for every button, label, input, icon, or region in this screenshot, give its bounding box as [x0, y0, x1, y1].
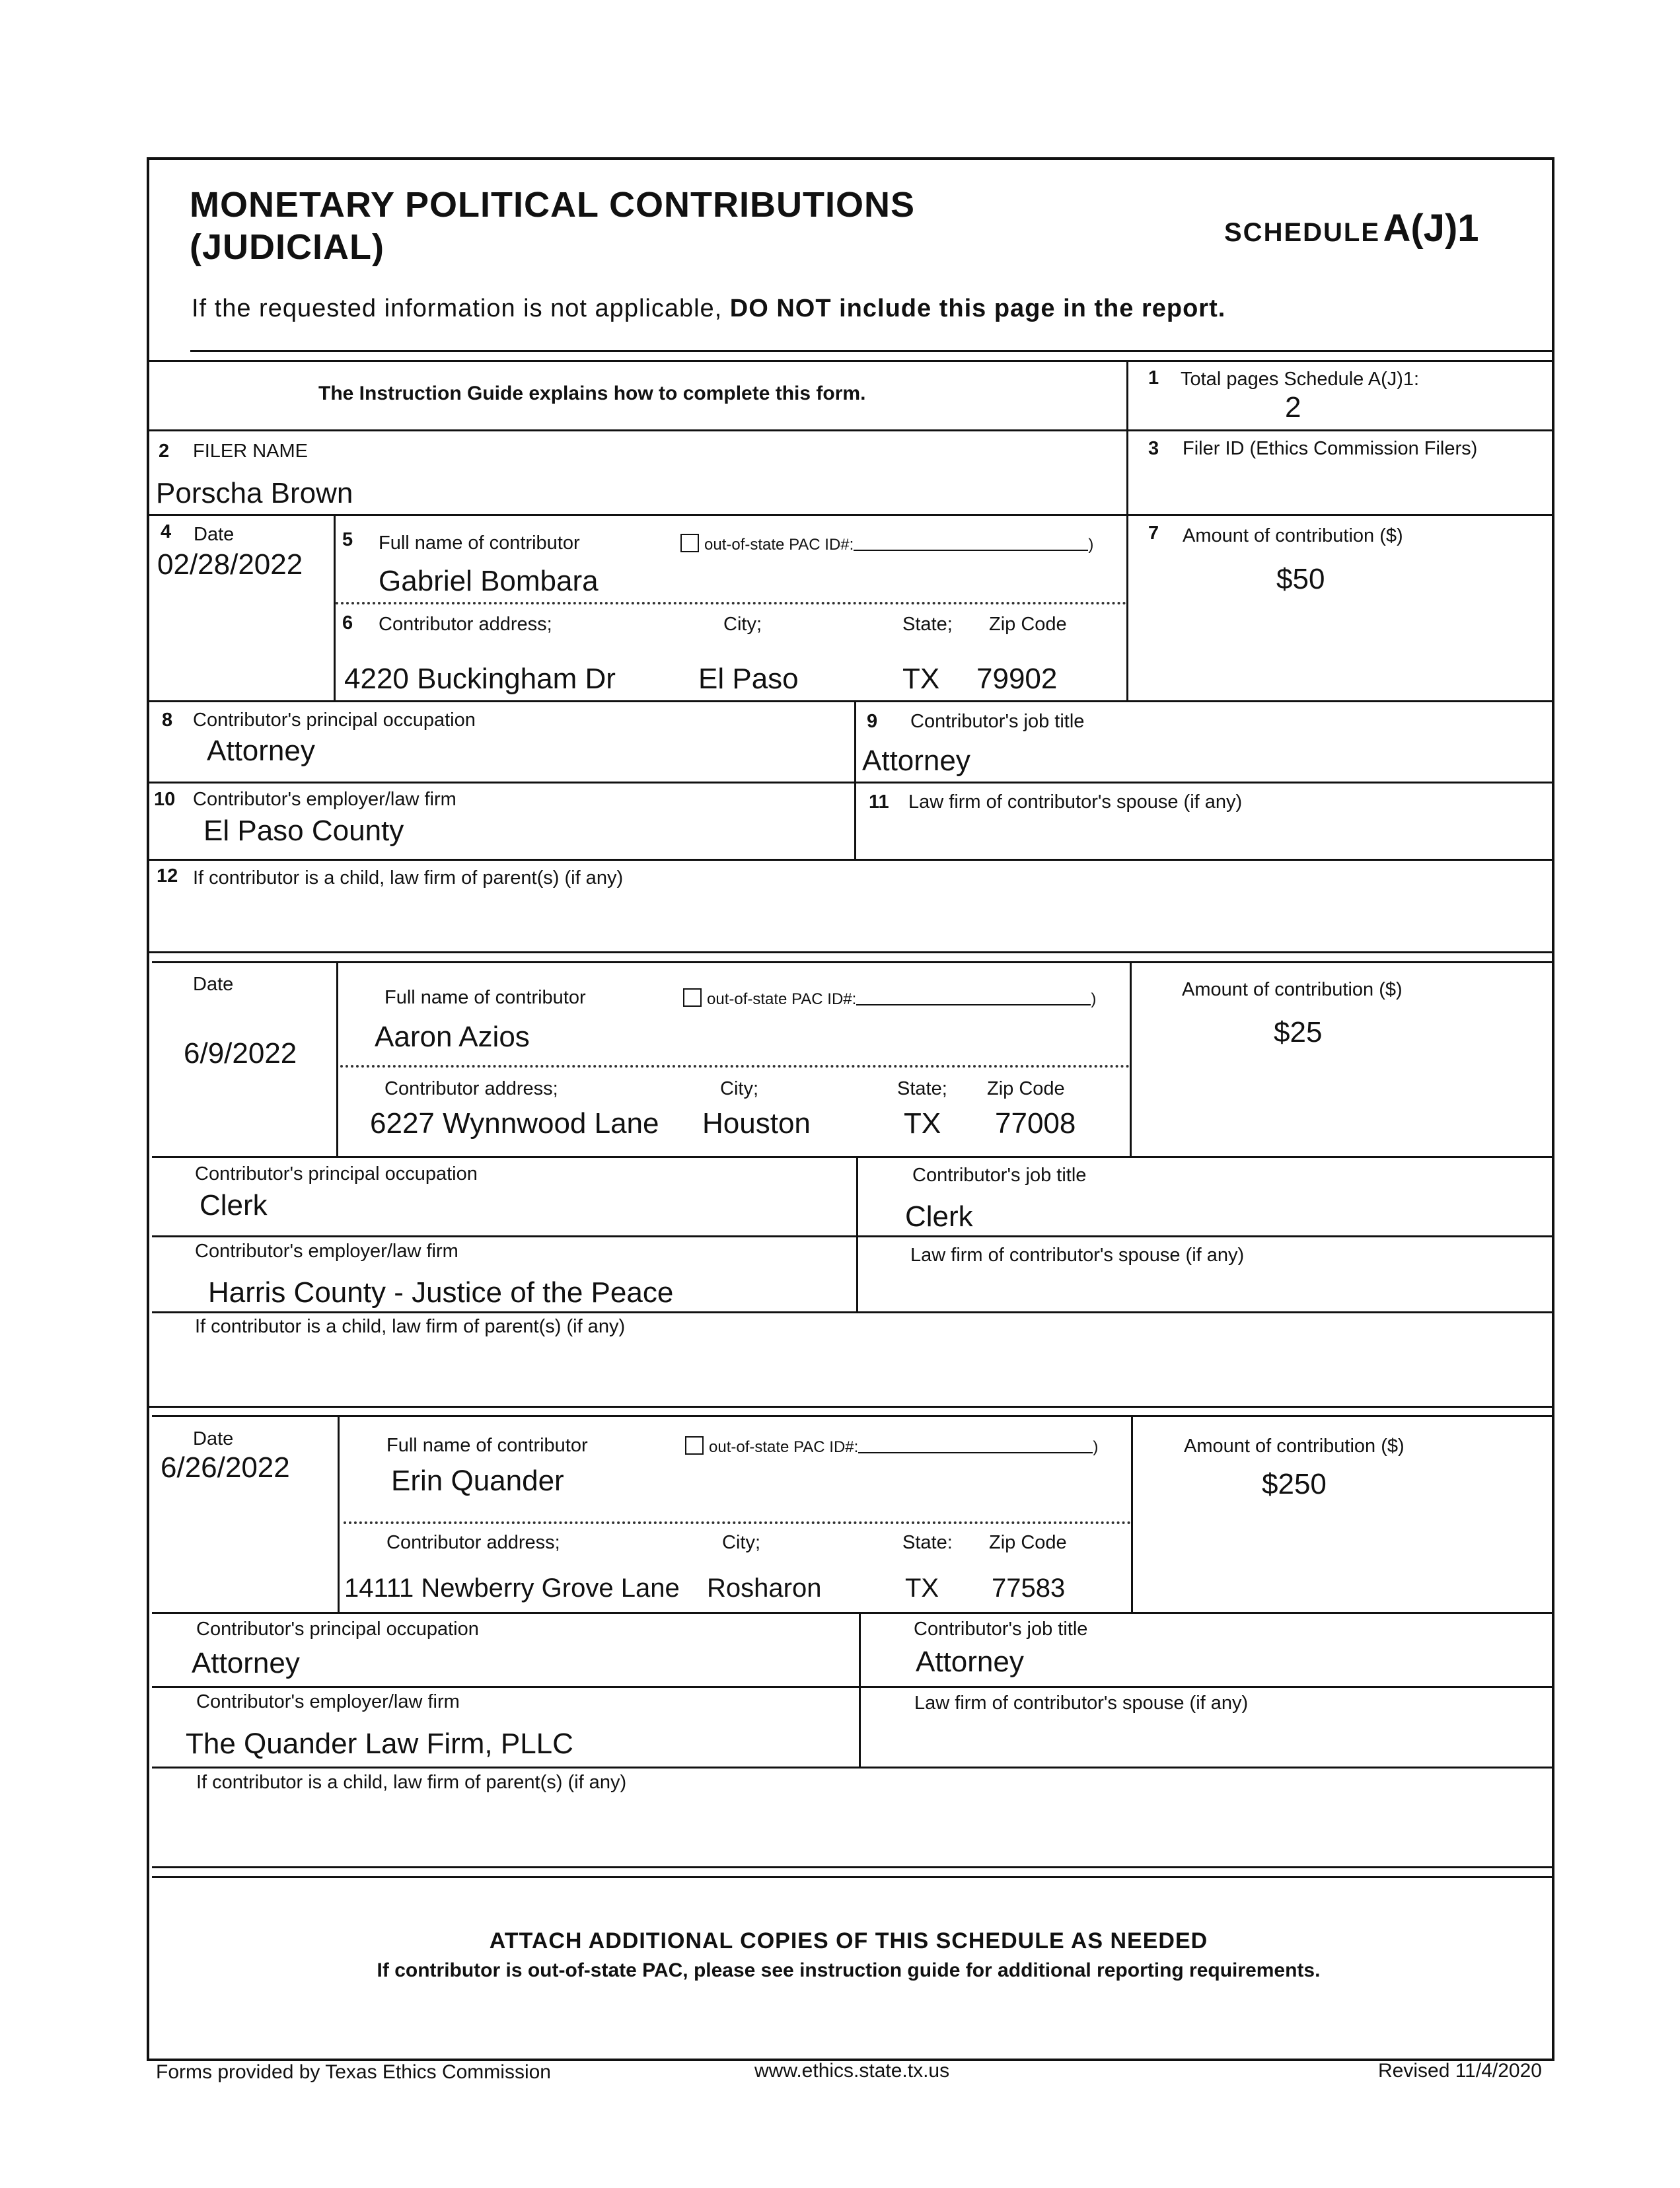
out-of-state-pac-checkbox[interactable] [685, 1436, 704, 1455]
divider [147, 360, 1554, 362]
date-label: Date [194, 524, 235, 545]
zip-label: Zip Code [987, 1078, 1065, 1099]
employer-label: Contributor's employer/law firm [193, 789, 457, 810]
out-of-state-pac-checkbox[interactable] [680, 534, 699, 552]
divider [147, 951, 1554, 953]
contributor-address: 4220 Buckingham Dr [344, 663, 616, 695]
contribution-amount: $25 [1274, 1016, 1323, 1048]
contribution-date: 02/28/2022 [157, 548, 303, 581]
contributor-zip: 79902 [976, 663, 1058, 695]
child-firm-label: If contributor is a child, law firm of parent(s) (if any) [193, 867, 624, 889]
contribution-date: 6/9/2022 [184, 1037, 297, 1070]
divider [190, 350, 1554, 352]
field-number: 2 [159, 441, 170, 462]
divider [152, 961, 1554, 963]
schedule-label: SCHEDULE [1224, 218, 1381, 247]
divider [152, 1156, 1554, 1158]
contribution-amount: $50 [1276, 563, 1325, 595]
instruction-text [192, 295, 1225, 323]
occupation-label: Contributor's principal occupation [193, 710, 476, 731]
divider [152, 1612, 1554, 1614]
divider [856, 1156, 858, 1311]
divider [152, 1235, 1554, 1237]
address-label: Contributor address; [379, 614, 552, 635]
contributor-zip: 77583 [992, 1574, 1066, 1603]
pac-close: ) [1088, 536, 1094, 554]
date-label: Date [193, 1428, 234, 1449]
amount-label: Amount of contribution ($) [1183, 525, 1403, 546]
contributor-job-title: Clerk [905, 1200, 973, 1233]
divider [1130, 961, 1132, 1156]
job-title-label: Contributor's job title [912, 1165, 1087, 1186]
divider [147, 429, 1554, 431]
schedule-code: A(J)1 [1383, 207, 1479, 250]
pac-id-field[interactable] [856, 990, 1091, 1005]
attach-heading: ATTACH ADDITIONAL COPIES OF THIS SCHEDULE AS NEEDED [489, 1928, 1208, 1953]
attach-note: If contributor is out-of-state PAC, please see instruction guide for additional reporting requirements. [377, 1959, 1321, 1981]
contribution-date: 6/26/2022 [161, 1451, 290, 1484]
field-number: 10 [154, 789, 176, 810]
divider [147, 1406, 1554, 1408]
divider [152, 1866, 1554, 1868]
field-number: 6 [342, 612, 353, 634]
field-number: 11 [869, 791, 889, 813]
contributor-name: Gabriel Bombara [379, 565, 599, 597]
pac-id-field[interactable] [854, 535, 1088, 551]
pac-label: out-of-state PAC ID#: [709, 1438, 859, 1456]
divider [147, 782, 1554, 784]
contributor-name: Aaron Azios [375, 1021, 530, 1053]
contributor-employer: Harris County - Justice of the Peace [208, 1276, 674, 1309]
total-pages-label: Total pages Schedule A(J)1: [1181, 369, 1420, 390]
state-label: State; [897, 1078, 947, 1099]
contributor-state: TX [904, 1107, 941, 1140]
job-title-label: Contributor's job title [914, 1619, 1088, 1640]
city-label: City; [720, 1078, 758, 1099]
field-number: 9 [867, 711, 878, 732]
contributor-zip: 77008 [995, 1107, 1076, 1140]
amount-label: Amount of contribution ($) [1184, 1436, 1405, 1457]
pac-id-field[interactable] [858, 1438, 1093, 1453]
full-name-label: Full name of contributor [379, 532, 580, 554]
divider [1131, 1415, 1133, 1612]
contributor-city: El Paso [698, 663, 799, 695]
spouse-firm-label: Law firm of contributor's spouse (if any) [914, 1693, 1249, 1714]
occupation-label: Contributor's principal occupation [195, 1163, 478, 1185]
contributor-state: TX [905, 1574, 939, 1603]
dotted-separator [340, 1065, 1130, 1068]
city-label: City; [723, 614, 762, 635]
zip-label: Zip Code [989, 614, 1067, 635]
field-number: 4 [161, 521, 172, 542]
divider [152, 1876, 1554, 1878]
contributor-state: TX [902, 663, 940, 695]
divider [336, 961, 338, 1156]
contributor-employer: The Quander Law Firm, PLLC [186, 1728, 573, 1760]
divider [859, 1612, 861, 1767]
contributor-occupation: Attorney [192, 1647, 300, 1679]
city-label: City; [722, 1532, 760, 1553]
employer-label: Contributor's employer/law firm [195, 1241, 458, 1262]
field-number: 3 [1148, 438, 1159, 459]
instruction-bold: DO NOT include this page in the report. [729, 295, 1226, 322]
field-number: 8 [162, 710, 173, 731]
child-firm-label: If contributor is a child, law firm of parent(s) (if any) [195, 1316, 626, 1337]
state-label: State: [902, 1532, 953, 1553]
job-title-label: Contributor's job title [910, 711, 1085, 732]
contributor-employer: El Paso County [203, 815, 404, 847]
dotted-separator [344, 1521, 1131, 1524]
divider [152, 1686, 1554, 1688]
footer-url[interactable]: www.ethics.state.tx.us [754, 2060, 950, 2082]
date-label: Date [193, 974, 234, 995]
pac-label: out-of-state PAC ID#: [704, 536, 854, 554]
out-of-state-pac [683, 988, 1096, 1009]
contributor-address: 14111 Newberry Grove Lane [344, 1574, 680, 1603]
divider [147, 859, 1554, 861]
spouse-firm-label: Law firm of contributor's spouse (if any) [910, 1245, 1245, 1266]
zip-label: Zip Code [989, 1532, 1067, 1553]
field-number: 5 [342, 529, 353, 550]
divider [1126, 360, 1128, 700]
contributor-name: Erin Quander [391, 1465, 564, 1497]
full-name-label: Full name of contributor [386, 1435, 588, 1456]
pac-close: ) [1093, 1438, 1099, 1456]
filer-name-value: Porscha Brown [156, 477, 353, 509]
divider [152, 1311, 1554, 1313]
contributor-city: Houston [702, 1107, 811, 1140]
out-of-state-pac-checkbox[interactable] [683, 988, 702, 1007]
out-of-state-pac [685, 1436, 1098, 1457]
contribution-amount: $250 [1262, 1468, 1327, 1500]
contributor-occupation: Clerk [200, 1189, 268, 1222]
divider [147, 700, 1554, 702]
state-label: State; [902, 614, 953, 635]
field-number: 1 [1148, 367, 1159, 388]
field-number: 7 [1148, 523, 1159, 544]
address-label: Contributor address; [384, 1078, 558, 1099]
divider [152, 1767, 1554, 1769]
filer-name-label: FILER NAME [193, 441, 309, 462]
footer-left: Forms provided by Texas Ethics Commission [156, 2061, 551, 2083]
form-title-line2: (JUDICIAL) [190, 227, 384, 267]
divider [147, 514, 1554, 516]
pac-close: ) [1091, 990, 1097, 1008]
occupation-label: Contributor's principal occupation [196, 1619, 479, 1640]
divider [338, 1415, 340, 1612]
contributor-address: 6227 Wynnwood Lane [370, 1107, 659, 1140]
field-number: 12 [157, 865, 178, 887]
child-firm-label: If contributor is a child, law firm of parent(s) (if any) [196, 1772, 627, 1793]
contributor-job-title: Attorney [916, 1646, 1024, 1678]
amount-label: Amount of contribution ($) [1182, 979, 1403, 1000]
guide-text: The Instruction Guide explains how to complete this form. [318, 383, 866, 404]
address-label: Contributor address; [386, 1532, 560, 1553]
divider [152, 1415, 1554, 1417]
full-name-label: Full name of contributor [384, 987, 586, 1008]
pac-label: out-of-state PAC ID#: [707, 990, 857, 1008]
total-pages-value: 2 [1285, 391, 1301, 423]
divider [854, 700, 856, 859]
contributor-city: Rosharon [707, 1574, 822, 1603]
contributor-job-title: Attorney [862, 745, 970, 777]
out-of-state-pac [680, 534, 1093, 554]
divider [334, 514, 336, 700]
schedule-id [1224, 206, 1479, 250]
spouse-firm-label: Law firm of contributor's spouse (if any) [908, 791, 1243, 813]
instruction-prefix: If the requested information is not applicable, [192, 295, 723, 322]
contributor-occupation: Attorney [207, 735, 315, 767]
dotted-separator [336, 602, 1126, 604]
employer-label: Contributor's employer/law firm [196, 1691, 460, 1712]
form-title-line1: MONETARY POLITICAL CONTRIBUTIONS [190, 185, 915, 225]
footer-revised: Revised 11/4/2020 [1378, 2060, 1542, 2082]
filer-id-label: Filer ID (Ethics Commission Filers) [1183, 438, 1478, 459]
